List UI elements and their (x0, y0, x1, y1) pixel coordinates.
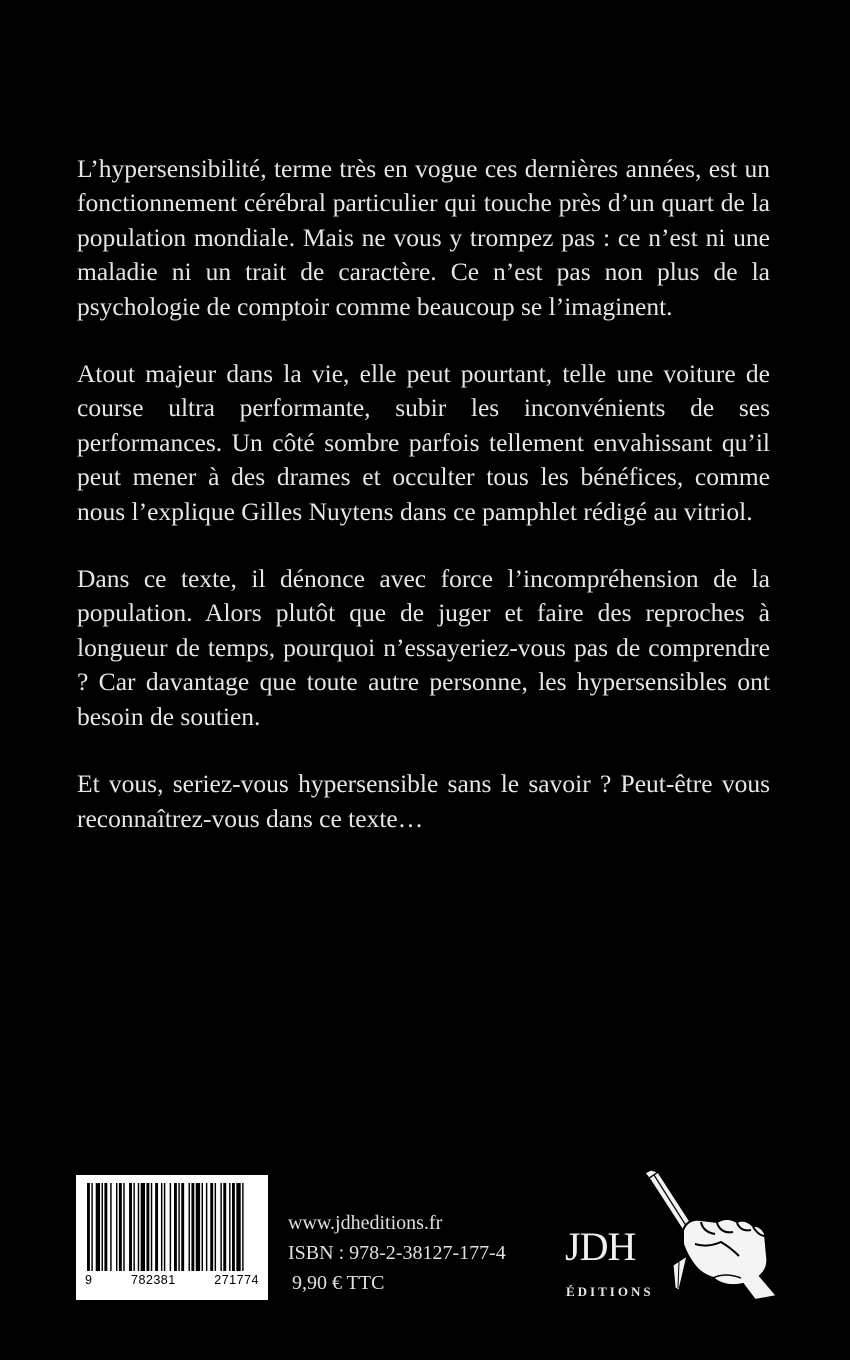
publisher-logo-subtext: ÉDITIONS (566, 1284, 654, 1299)
back-cover-blurb (77, 152, 770, 869)
isbn-number: ISBN : 978-2-38127-177-4 (288, 1242, 506, 1264)
price: 9,90 € TTC (292, 1272, 385, 1294)
barcode-digits-left: 782381 (131, 1273, 176, 1287)
publisher-logo-text: JDH (565, 1224, 636, 1269)
blurb-paragraph-4: Et vous, seriez-vous hypersensible sans le savoir ? Peut-être vous reconnaîtrez-vous dans ce texte… (77, 769, 770, 833)
publisher-website[interactable]: www.jdheditions.fr (288, 1212, 443, 1234)
blurb-paragraph-3: Dans ce texte, il dénonce avec force l’incompréhension de la population. Alors plutôt que de juger et faire des reproches à longueur de temps, pourquoi n’essayeriez-vous pas de comprendre ? Car davantage que toute autre personne, les hypersensibles ont besoin de soutien. (77, 564, 770, 731)
isbn-barcode (76, 1175, 268, 1300)
barcode-digits (85, 1273, 259, 1287)
blurb-paragraph-2: Atout majeur dans la vie, elle peut pourtant, telle une voiture de course ultra performante, subir les inconvénients de ses performances. Un côté sombre parfois tellement envahissant qu’il peut mener à des drames et occulter tous les bénéfices, comme nous l’explique Gilles Nuytens dans ce pamphlet rédigé au vitriol. (77, 359, 770, 526)
blurb-paragraph-1: L’hypersensibilité, terme très en vogue ces dernières années, est un fonctionnement cérébral particulier qui touche près d’un quart de la population mondiale. Mais ne vous y trompez pas : ce n’est ni une maladie ni un trait de caractère. Ce n’est pas non plus de la psychologie de comptoir comme beaucoup se l’imaginent. (77, 154, 770, 321)
barcode-digits-right: 271774 (214, 1273, 259, 1287)
publisher-info (288, 1208, 506, 1298)
barcode-digit-first: 9 (85, 1273, 93, 1287)
barcode-bars (85, 1183, 259, 1271)
